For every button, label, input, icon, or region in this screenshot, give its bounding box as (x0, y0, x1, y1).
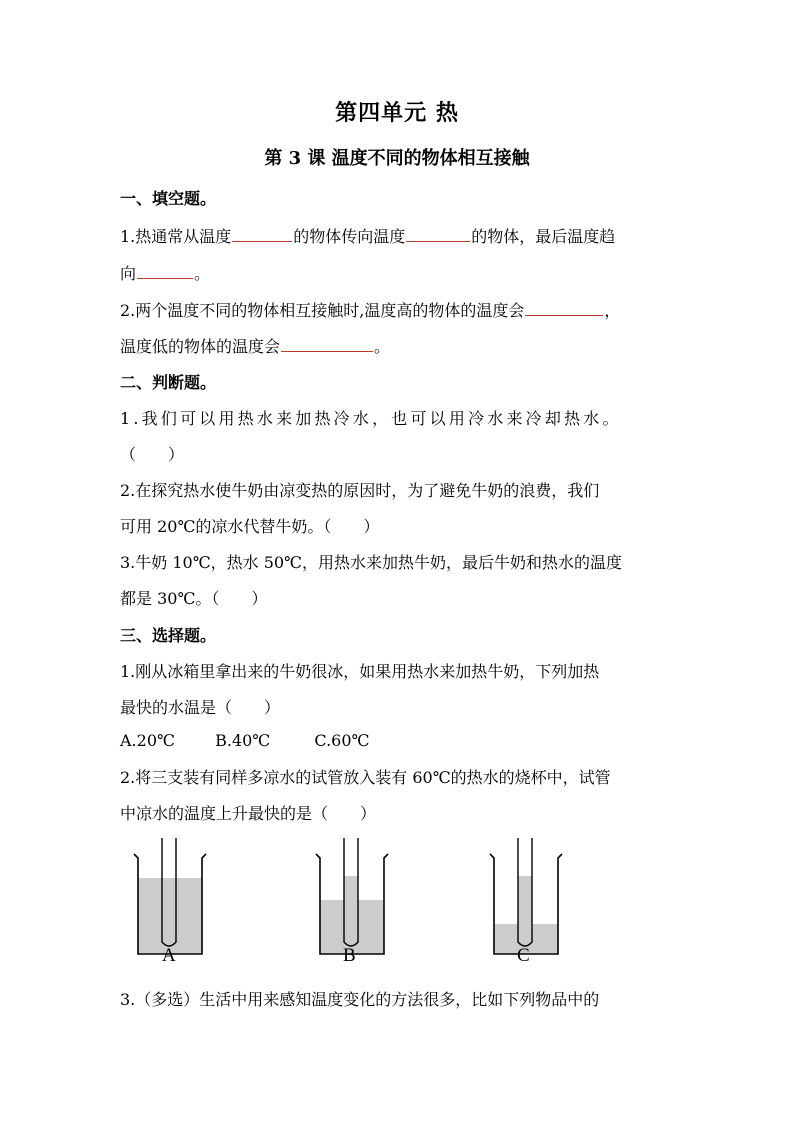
section-heading-choice: 三、选择题。 (120, 626, 217, 645)
figure-label-c[interactable]: C (517, 945, 530, 966)
question-choice-3-line1: 3.（多选）生活中用来感知温度变化的方法很多，比如下列物品中的 (120, 990, 600, 1009)
question-fill-2-line1 (120, 298, 620, 321)
text: 2.两个温度不同的物体相互接触时,温度高的物体的温度会 (120, 301, 525, 320)
option-c[interactable]: C.60℃ (314, 731, 370, 750)
question-fill-1-line1 (120, 224, 615, 247)
text: 温度低的物体的温度会 (120, 337, 281, 356)
question-judge-2-line2[interactable]: 可用 20℃的凉水代替牛奶。（ ） (120, 517, 380, 536)
beaker-b (316, 838, 388, 954)
section-heading-fill: 一、填空题。 (120, 189, 217, 208)
question-judge-1-line2[interactable]: （ ） (120, 445, 185, 464)
text: 1.热通常从温度 (120, 227, 232, 246)
question-choice-1-line1: 1.刚从冰箱里拿出来的牛奶很冰，如果用热水来加热牛奶，下列加热 (120, 662, 600, 681)
question-choice-2-line1: 2.将三支装有同样多凉水的试管放入装有 60℃的热水的烧杯中，试管 (120, 768, 611, 787)
question-judge-1-line1: 1.我们可以用热水来加热冷水，也可以用冷水来冷却热水。 (120, 409, 622, 428)
figure-label-a[interactable]: A (162, 945, 176, 966)
text: 。 (374, 337, 391, 356)
question-judge-3-line2[interactable]: 都是 30℃。（ ） (120, 589, 268, 608)
text: 的物体，最后温度趋 (471, 227, 616, 246)
question-choice-2-line2[interactable]: 中凉水的温度上升最快的是（ ） (120, 804, 377, 823)
answer-blank[interactable] (232, 226, 292, 242)
tube-water (162, 878, 176, 942)
lesson-title: 第 3 课 温度不同的物体相互接触 (264, 148, 530, 169)
answer-blank[interactable] (137, 263, 193, 279)
beakers-figure (120, 832, 680, 982)
question-fill-2-line2 (120, 334, 390, 357)
section-heading-judge: 二、判断题。 (120, 373, 217, 392)
question-choice-1-options (120, 731, 369, 750)
question-judge-3-line1: 3.牛奶 10℃，热水 50℃，用热水来加热牛奶，最后牛奶和热水的温度 (120, 553, 622, 572)
tube-water (518, 876, 532, 942)
text: ， (604, 301, 621, 320)
tube-water (344, 876, 358, 942)
beaker-a (134, 838, 206, 954)
option-a[interactable]: A.20℃ (120, 731, 175, 750)
answer-blank[interactable] (525, 300, 603, 316)
answer-blank[interactable] (406, 226, 470, 242)
question-judge-2-line1: 2.在探究热水使牛奶由凉变热的原因时，为了避免牛奶的浪费，我们 (120, 481, 600, 500)
question-fill-1-line2 (120, 261, 210, 284)
text: 的物体传向温度 (293, 227, 406, 246)
question-choice-1-line2[interactable]: 最快的水温是（ ） (120, 698, 281, 717)
beaker-c (490, 838, 562, 954)
option-b[interactable]: B.40℃ (215, 731, 271, 750)
figure-label-b[interactable]: B (343, 945, 356, 966)
text: 向 (120, 264, 137, 283)
text: 。 (194, 264, 211, 283)
answer-blank[interactable] (281, 336, 373, 352)
page-title: 第四单元 热 (335, 100, 459, 126)
